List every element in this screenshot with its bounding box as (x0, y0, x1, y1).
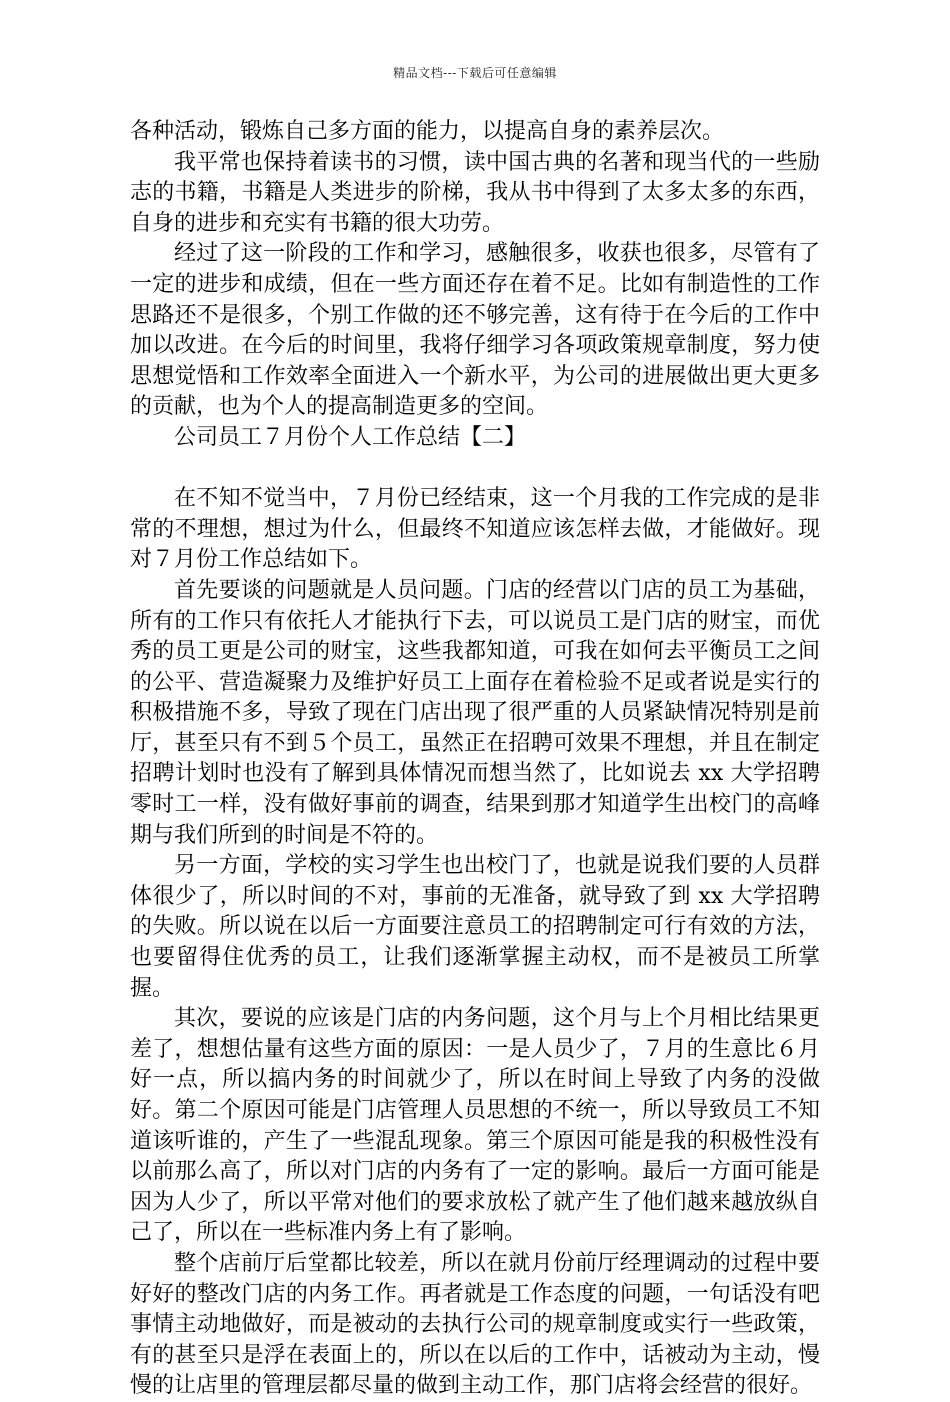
blank-line (130, 454, 820, 485)
paragraph-staffing-issue: 首先要谈的问题就是人员问题。门店的经营以门店的员工为基础，所有的工作只有依托人才能执行下去，可以说员工是门店的财宝，而优秀的员工更是公司的财宝，这些我都知道，可我在如何去平衡员工之间的公平、营造凝聚力及维护好员工上面存在着检验不足或者说是实行的积极措施不多，导致了现在门店出现了很严重的人员紧缺情况特别是前厅，甚至只有不到５个员工，虽然正在招聘可效果不理想，并且在制定招聘计划时也没有了解到具体情况而想当然了，比如说去 xx 大学招聘零时工一样，没有做好事前的调查，结果到那才知道学生出校门的高峰期与我们所到的时间是不符的。 (130, 577, 820, 848)
paragraph-student-recruitment: 另一方面，学校的实习学生也出校门了，也就是说我们要的人员群体很少了，所以时间的不对，事前的无准备，就导致了到 xx 大学招聘的失败。所以说在以后一方面要注意员工的招聘制定可行有效的方法，也要留得住优秀的员工，让我们逐渐掌握主动权，而不是被员工所掌握。 (130, 853, 820, 1001)
paragraph-work-attitude: 整个店前厅后堂都比较差，所以在就月份前厅经理调动的过程中要好好的整改门店的内务工作。再者就是工作态度的问题，一句话没有吧事情主动地做好，而是被动的去执行公司的规章制度或实行一些政策，有的甚至只是浮在表面上的，所以在以后的工作中，话被动为主动，慢慢的让店里的管理层都尽量的做到主动工作，那门店将会经营的很好。 (130, 1250, 820, 1399)
page-header: 精品文档---下载后可任意编辑 (393, 66, 557, 80)
section-heading: 公司员工７月份个人工作总结【二】 (174, 424, 527, 450)
paragraph-july-summary-intro: 在不知不觉当中，７月份已经结束，这一个月我的工作完成的是非常的不理想，想过为什么，但最终不知道应该怎样去做，才能做好。现对７月份工作总结如下。 (130, 486, 820, 573)
document-body (130, 117, 820, 1402)
paragraph-reflection: 经过了这一阶段的工作和学习，感触很多，收获也很多，尽管有了一定的进步和成绩，但在一些方面还存在着不足。比如有制造性的工作思路还不是很多，个别工作做的还不够完善，这有待于在今后的工作中加以改进。在今后的时间里，我将仔细学习各项政策规章制度，努力使思想觉悟和工作效率全面进入一个新水平，为公司的进展做出更大更多的贡献，也为个人的提高制造更多的空间。 (130, 241, 820, 420)
paragraph-internal-affairs: 其次，要说的应该是门店的内务问题，这个月与上个月相比结果更差了，想想估量有这些方面的原因：一是人员少了，７月的生意比６月好一点，所以搞内务的时间就少了，所以在时间上导致了内务的没做好。第二个原因可能是门店管理人员思想的不统一，所以导致员工不知道该听谁的，产生了一些混乱现象。第三个原因可能是我的积极性没有以前那么高了，所以对门店的内务有了一定的影响。最后一方面可能是因为人少了，所以平常对他们的要求放松了就产生了他们越来越放纵自己了，所以在一些标准内务上有了影响。 (130, 1006, 820, 1246)
paragraph-reading-habit: 我平常也保持着读书的习惯，读中国古典的名著和现当代的一些励志的书籍，书籍是人类进步的阶梯，我从书中得到了太多太多的东西，自身的进步和充实有书籍的很大功劳。 (130, 149, 820, 236)
paragraph-continuation: 各种活动，锻炼自己多方面的能力，以提高自身的素养层次。 (130, 119, 725, 144)
